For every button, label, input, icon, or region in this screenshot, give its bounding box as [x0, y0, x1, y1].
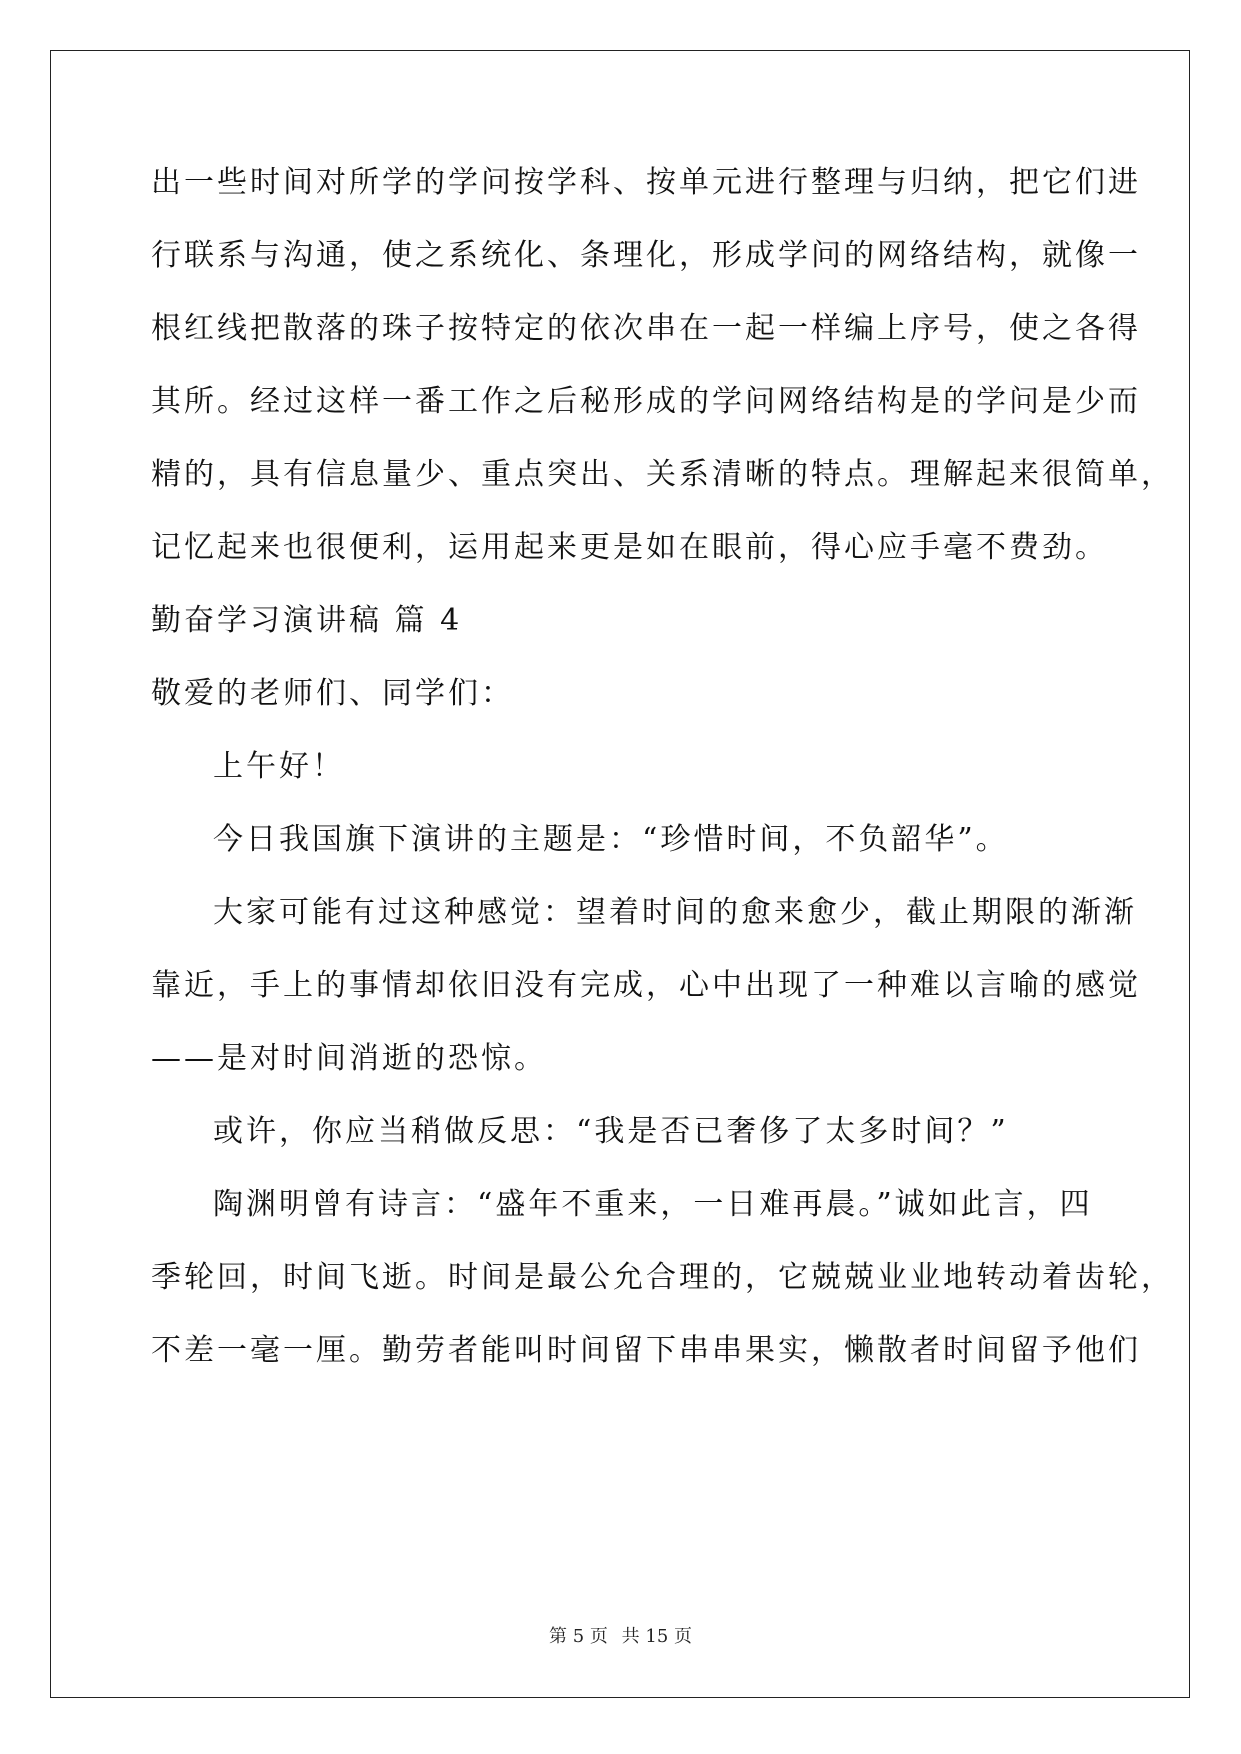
page-total: 共 15 页	[621, 1626, 692, 1647]
paragraph-line: 根红线把散落的珠子按特定的依次串在一起一样编上序号，使之各得	[151, 311, 1141, 346]
paragraph-line: 靠近，手上的事情却依旧没有完成，心中出现了一种难以言喻的感觉	[151, 968, 1141, 1003]
paragraph-line: 大家可能有过这种感觉：望着时间的愈来愈少，截止期限的渐渐	[213, 895, 1137, 930]
paragraph-line: 今日我国旗下演讲的主题是：“珍惜时间，不负韶华”。	[213, 822, 1009, 857]
paragraph-line: 或许，你应当稍做反思：“我是否已奢侈了太多时间？”	[213, 1114, 1009, 1149]
paragraph-line: 陶渊明曾有诗言：“盛年不重来，一日难再晨。”诚如此言，四	[213, 1187, 1093, 1222]
paragraph-line: 出一些时间对所学的学问按学科、按单元进行整理与归纳，把它们进	[151, 165, 1141, 200]
page-border	[50, 50, 1190, 1698]
greeting: 上午好！	[213, 749, 345, 784]
page-number: 第 5 页	[549, 1626, 608, 1647]
page-footer	[0, 1622, 1241, 1648]
salutation: 敬爱的老师们、同学们：	[151, 676, 514, 711]
section-heading: 勤奋学习演讲稿 篇 4	[151, 603, 463, 638]
paragraph-line: 其所。经过这样一番工作之后秘形成的学问网络结构是的学问是少而	[151, 384, 1141, 419]
paragraph-line: 记忆起来也很便利，运用起来更是如在眼前，得心应手毫不费劲。	[151, 530, 1108, 565]
paragraph-line: 行联系与沟通，使之系统化、条理化，形成学问的网络结构，就像一	[151, 238, 1141, 273]
paragraph-line: ——是对时间消逝的恐惊。	[151, 1041, 547, 1076]
paragraph-line: 精的，具有信息量少、重点突出、关系清晰的特点。理解起来很简单，	[151, 457, 1174, 492]
paragraph-line: 不差一毫一厘。勤劳者能叫时间留下串串果实，懒散者时间留予他们	[151, 1333, 1141, 1368]
paragraph-line: 季轮回，时间飞逝。时间是最公允合理的，它兢兢业业地转动着齿轮，	[151, 1260, 1174, 1295]
